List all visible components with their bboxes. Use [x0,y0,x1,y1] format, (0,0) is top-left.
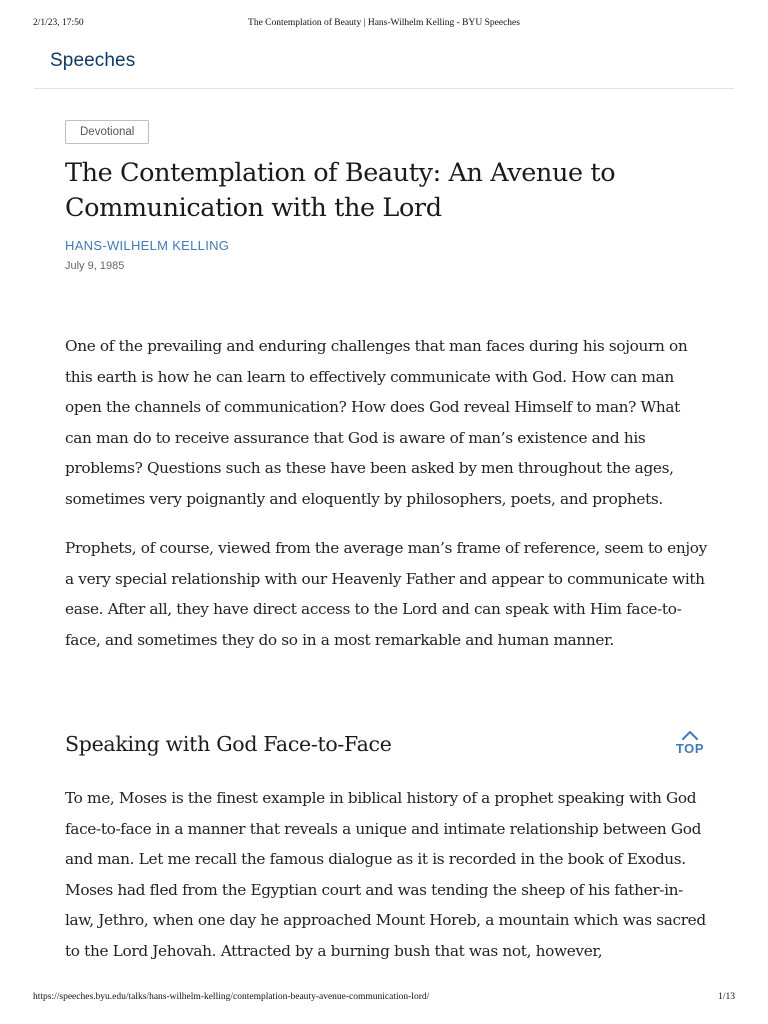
print-url: https://speeches.byu.edu/talks/hans-wilhelm-kelling/contemplation-beauty-avenue-communication-lord/ [33,992,430,1002]
author-link[interactable]: HANS-WILHELM KELLING [65,238,230,253]
body-paragraph: One of the prevailing and enduring challenges that man faces during his sojourn on this earth is how he can learn to effectively communicate with God. How can man open the channels of communication? How does God reveal Himself to man? What can man do to receive assurance that God is aware of man’s existence and his problems? Questions such as these have been asked by men throughout the ages, sometimes very poignantly and eloquently by philosophers, poets, and prophets. [65,337,688,508]
site-brand-link[interactable]: Speeches [50,50,136,71]
back-to-top-button[interactable] [672,728,708,762]
print-date: 2/1/23, 17:50 [33,18,84,28]
article-title: The Contemplation of Beauty: An Avenue to Communication with the Lord [65,158,616,223]
body-paragraph: Prophets, of course, viewed from the average man’s frame of reference, seem to enjoy a very special relationship with our Heavenly Father and appear to communicate with ease. After all, they have direct access to the Lord and can speak with Him face-to-face, and sometimes they do so in a most remarkable and human manner. [65,539,707,649]
top-label: TOP [675,741,705,756]
chevron-up-icon [681,730,699,740]
print-header [0,18,768,32]
section-heading: Speaking with God Face-to-Face [65,732,392,756]
site-header [34,44,734,89]
category-tag[interactable]: Devotional [65,120,149,144]
body-paragraph: To me, Moses is the finest example in biblical history of a prophet speaking with God face-to-face in a manner that reveals a unique and intimate relationship between God and man. Let me recall the famous dialogue as it is recorded in the book of Exodus. Moses had fled from the Egyptian court and was tending the sheep of his father-in-law, Jethro, when one day he approached Mount Horeb, a mountain which was sacred to the Lord Jehovah. Attracted by a burning bush that was not, however, [65,789,706,960]
print-document-title: The Contemplation of Beauty | Hans-Wilhelm Kelling - BYU Speeches [248,18,520,28]
print-footer [0,992,768,1006]
talk-date: July 9, 1985 [65,260,125,272]
page-number: 1/13 [718,992,735,1002]
